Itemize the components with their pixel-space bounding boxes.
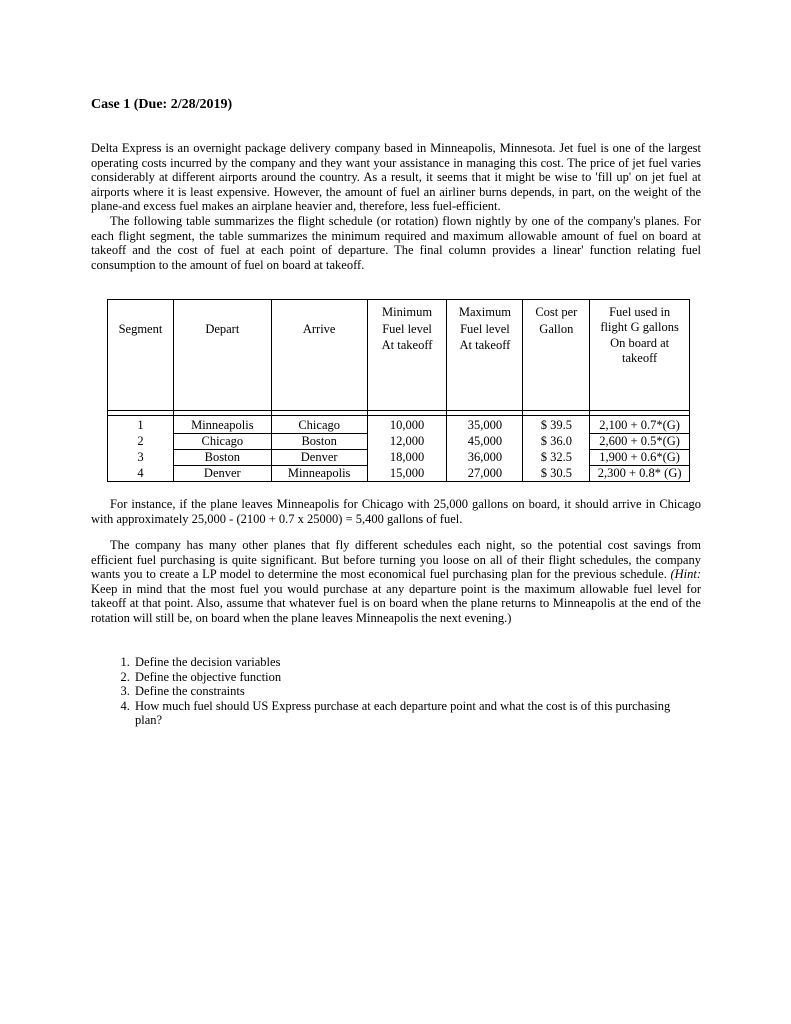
cell-segment: 3 xyxy=(108,450,174,466)
cell-min-fuel: 15,000 xyxy=(367,466,447,482)
header-fuel-used xyxy=(590,300,690,411)
cell-max-fuel: 27,000 xyxy=(447,466,523,482)
header-fuel-used-line: On board at xyxy=(610,336,670,350)
cell-arrive: Denver xyxy=(271,450,367,466)
table-header-row xyxy=(108,300,690,411)
cell-segment: 1 xyxy=(108,416,174,434)
header-cost xyxy=(523,300,590,411)
cell-fuel-used: 1,900 + 0.6*(G) xyxy=(590,450,690,466)
header-max-fuel-line: Maximum xyxy=(458,305,511,319)
header-min-fuel-line: At takeoff xyxy=(381,338,433,352)
header-fuel-used-line: takeoff xyxy=(622,350,658,365)
table-intro-paragraph: The following table summarizes the flight schedule (or rotation) flown nightly by one of the company's planes. For each flight segment, the table summarizes the minimum required and maximum allowable amount of fuel on board at takeoff and the cost of fuel at each point of departure. The final column provides a linear' function relating fuel consumption to the amount of fuel on board at takeoff. xyxy=(91,214,701,272)
header-segment: Segment xyxy=(108,300,174,411)
cell-depart: Boston xyxy=(173,450,271,466)
cell-min-fuel: 12,000 xyxy=(367,434,447,450)
example-paragraph: For instance, if the plane leaves Minneapolis for Chicago with 25,000 gallons on board, it should arrive in Chicago with approximately 25,000 - (2100 + 0.7 x 25000) = 5,400 gallons of fuel. xyxy=(91,497,701,526)
page-title: Case 1 (Due: 2/28/2019) xyxy=(91,97,233,112)
intro-paragraph: Delta Express is an overnight package delivery company based in Minneapolis, Minnesota. Jet fuel is one of the largest operating costs incurred by the company and they want your assistance in managing this cost. The price of jet fuel varies considerably at different airports around the country. As a result, it seems that it might be wise to 'fill up' on jet fuel at airports where it is least expensive. However, the amount of fuel an airliner burns depends, in part, on the weight of the plane-and excess fuel makes an airplane heavier and, therefore, less fuel-efficient. xyxy=(91,141,701,214)
cell-fuel-used: 2,300 + 0.8* (G) xyxy=(590,466,690,482)
header-arrive: Arrive xyxy=(271,300,367,411)
question-list xyxy=(113,655,693,728)
header-min-fuel-line: Minimum xyxy=(382,305,433,319)
cell-arrive: Minneapolis xyxy=(271,466,367,482)
cell-arrive: Boston xyxy=(271,434,367,450)
table-row xyxy=(108,416,690,434)
header-fuel-used-line: Fuel used in xyxy=(609,305,671,319)
table-row xyxy=(108,466,690,482)
cell-cost: $ 32.5 xyxy=(523,450,590,466)
cell-arrive: Chicago xyxy=(271,416,367,434)
header-cost-line: Gallon xyxy=(539,321,574,336)
hint-text: Keep in mind that the most fuel you would purchase at any departure point is the maximum allowable fuel level for takeoff at that point. Also, assume that whatever fuel is on board when the plane returns to Minneapolis at the end of the rotation will still be, on board when the plane leaves Minneapolis the next evening.) xyxy=(91,581,701,625)
header-cost-line: Cost per xyxy=(535,305,578,319)
cell-max-fuel: 36,000 xyxy=(447,450,523,466)
cell-fuel-used: 2,600 + 0.5*(G) xyxy=(590,434,690,450)
list-item: 1. Define the decision variables xyxy=(133,655,693,670)
cell-segment: 4 xyxy=(108,466,174,482)
cell-min-fuel: 10,000 xyxy=(367,416,447,434)
header-fuel-used-line: flight G gallons xyxy=(600,319,679,334)
list-item: 4. How much fuel should US Express purchase at each departure point and what the cost is of this purchasing plan? xyxy=(133,699,693,728)
task-text: The company has many other planes that fly different schedules each night, so the potential cost savings from efficient fuel purchasing is quite significant. But before turning you loose on all of their flight schedules, the company wants you to create a LP model to determine the most economical fuel purchasing plan for the previous schedule. xyxy=(91,538,701,582)
cell-depart: Chicago xyxy=(173,434,271,450)
table-row xyxy=(108,434,690,450)
header-max-fuel-line: At takeoff xyxy=(459,338,511,352)
header-max-fuel-line: Fuel level xyxy=(460,321,510,336)
list-item: 3. Define the constraints xyxy=(133,684,693,699)
task-paragraph xyxy=(91,538,701,626)
header-min-fuel-line: Fuel level xyxy=(382,321,432,336)
header-max-fuel xyxy=(447,300,523,411)
header-depart: Depart xyxy=(173,300,271,411)
table-row xyxy=(108,450,690,466)
cell-cost: $ 30.5 xyxy=(523,466,590,482)
cell-cost: $ 36.0 xyxy=(523,434,590,450)
cell-depart: Denver xyxy=(173,466,271,482)
cell-cost: $ 39.5 xyxy=(523,416,590,434)
cell-min-fuel: 18,000 xyxy=(367,450,447,466)
cell-segment: 2 xyxy=(108,434,174,450)
list-item: 2. Define the objective function xyxy=(133,670,693,685)
cell-depart: Minneapolis xyxy=(173,416,271,434)
hint-label: (Hint: xyxy=(670,567,701,582)
cell-fuel-used: 2,100 + 0.7*(G) xyxy=(590,416,690,434)
flight-schedule-table xyxy=(107,299,690,482)
cell-max-fuel: 45,000 xyxy=(447,434,523,450)
cell-max-fuel: 35,000 xyxy=(447,416,523,434)
header-min-fuel xyxy=(367,300,447,411)
